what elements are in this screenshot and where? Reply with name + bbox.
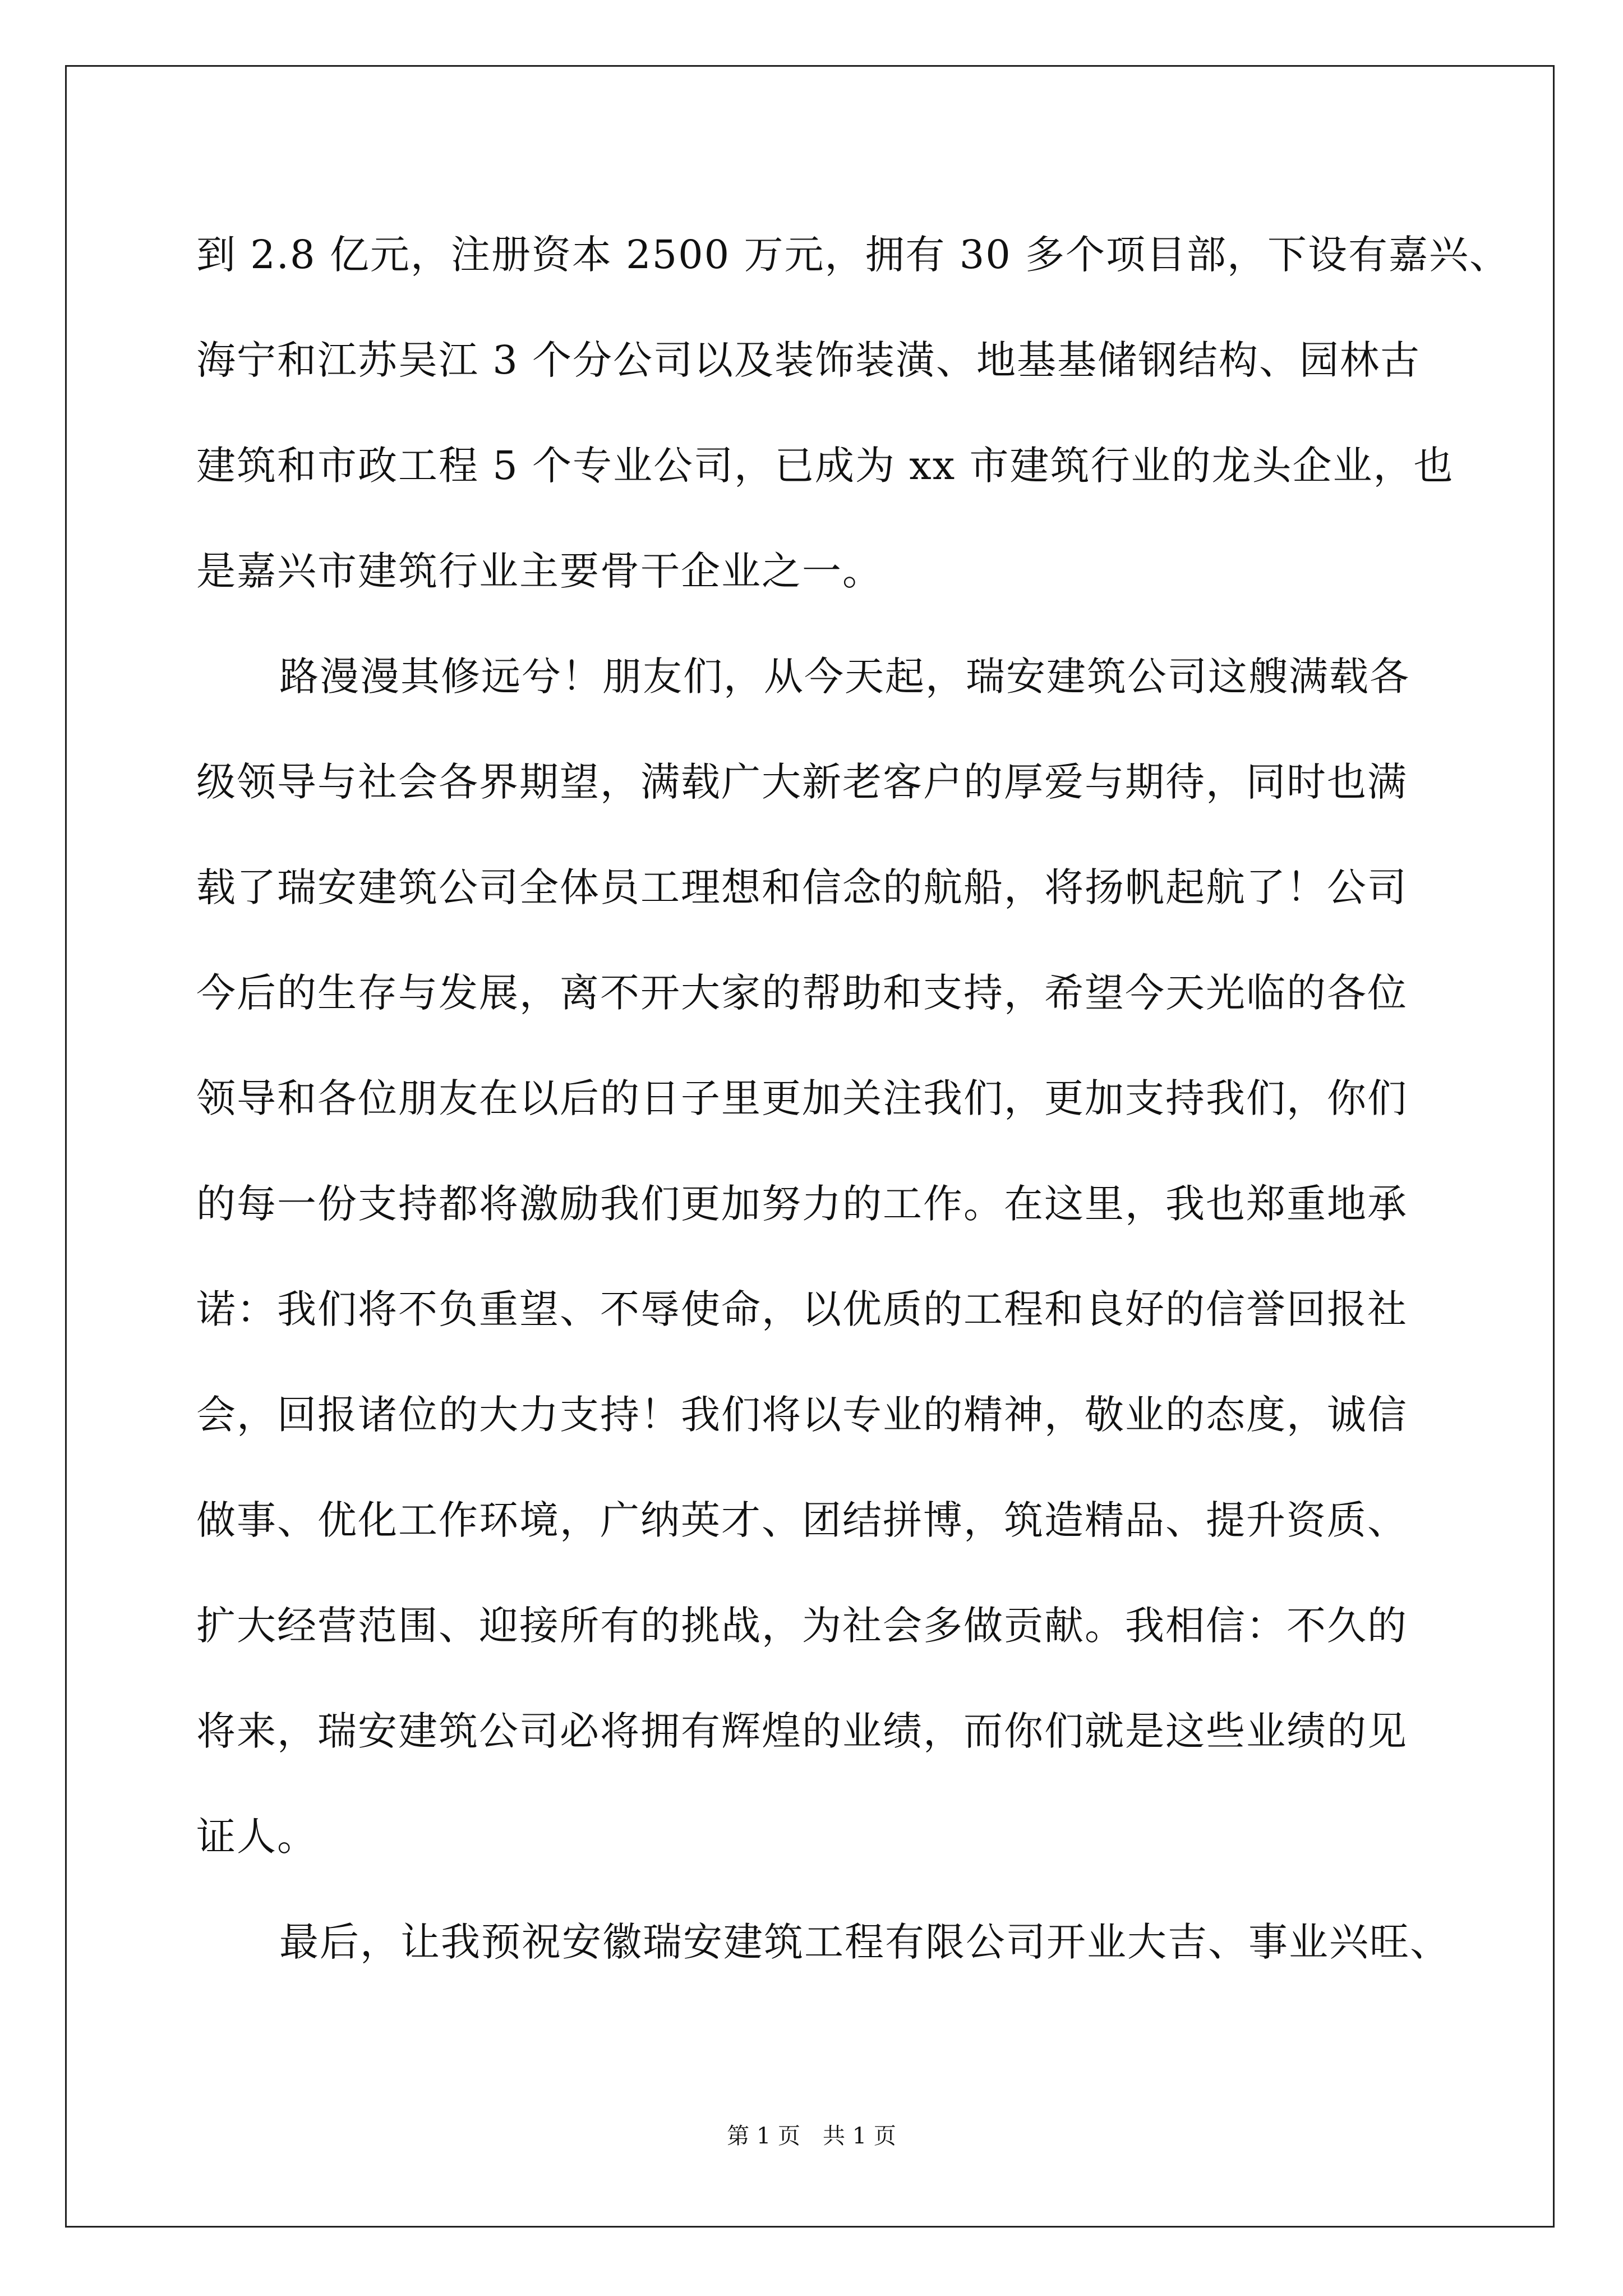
text-line: 海宁和江苏吴江 3 个分公司以及装饰装潢、地基基储钢结构、园林古: [196, 337, 1421, 383]
text-line: 领导和各位朋友在以后的日子里更加关注我们，更加支持我们，你们: [196, 1075, 1408, 1121]
text-line: 将来，瑞安建筑公司必将拥有辉煌的业绩，而你们就是这些业绩的见: [196, 1708, 1408, 1754]
paragraph-1: [196, 202, 1510, 624]
text-line: 诺：我们将不负重望、不辱使命，以优质的工程和良好的信誉回报社: [196, 1286, 1408, 1332]
text-line: 路漫漫其修远兮！朋友们，从今天起，瑞安建筑公司这艘满载各: [279, 654, 1410, 700]
text-line: 是嘉兴市建筑行业主要骨干企业之一。: [196, 548, 883, 594]
text-line: 级领导与社会各界期望，满载广大新老客户的厚爱与期待，同时也满: [196, 759, 1408, 805]
text-line: 会，回报诸位的大力支持！我们将以专业的精神，敬业的态度，诚信: [196, 1392, 1408, 1438]
paragraph-2: [196, 624, 1430, 1889]
text-line: 建筑和市政工程 5 个专业公司，已成为 xx 市建筑行业的龙头企业，也: [196, 443, 1454, 489]
text-line: 最后，让我预祝安徽瑞安建筑工程有限公司开业大吉、事业兴旺、: [279, 1919, 1450, 1965]
text-line: 的每一份支持都将激励我们更加努力的工作。在这里，我也郑重地承: [196, 1181, 1408, 1227]
text-line: 证人。: [196, 1814, 317, 1860]
document-body: [196, 202, 1510, 1995]
text-line: 做事、优化工作环境，广纳英才、团结拼博，筑造精品、提升资质、: [196, 1497, 1408, 1543]
text-line: 到 2.8 亿元，注册资本 2500 万元，拥有 30 多个项目部，下设有嘉兴、: [196, 232, 1510, 278]
paragraph-3: [196, 1889, 1450, 1995]
text-line: 扩大经营范围、迎接所有的挑战，为社会多做贡献。我相信：不久的: [196, 1603, 1408, 1649]
text-line: 今后的生存与发展，离不开大家的帮助和支持，希望今天光临的各位: [196, 970, 1408, 1016]
page-footer: 第 1 页 共 1 页: [727, 2123, 896, 2149]
text-line: 载了瑞安建筑公司全体员工理想和信念的航船，将扬帆起航了！公司: [196, 864, 1408, 910]
